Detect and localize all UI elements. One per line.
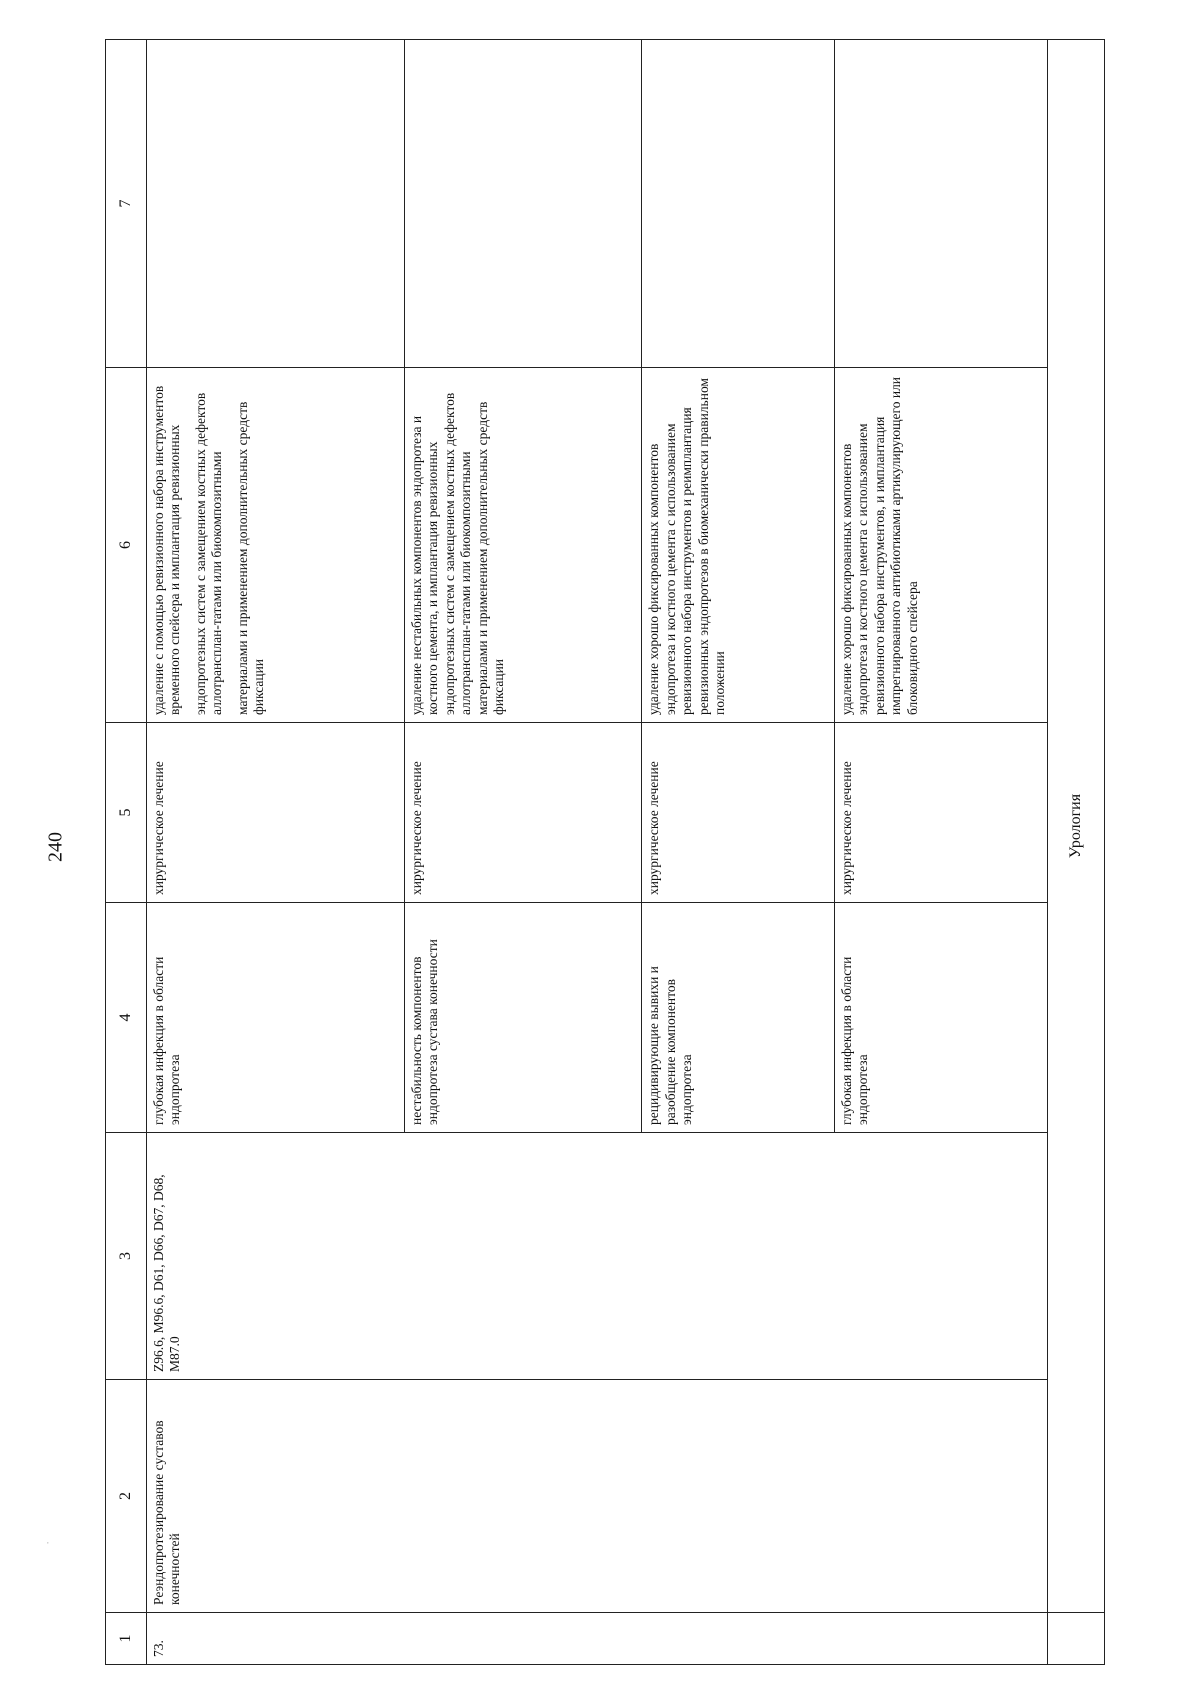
- treatment-type-cell: хирургическое лечение: [834, 723, 1047, 903]
- patient-model-cell: рецидивирующие вывихи и разобщение компонентов эндопротеза: [642, 903, 835, 1133]
- empty-cell: [834, 40, 1047, 368]
- treatment-method-cell: удаление нестабильных компонентов эндопротеза и костного цемента, и имплантация ревизионных эндопротезных систем с замещением костных дефектов аллотрансплан-татами или биокомпозитными материалами и применением дополнительных средств фиксации: [404, 368, 642, 723]
- column-header: 2: [106, 1380, 147, 1613]
- column-header: 6: [106, 368, 147, 723]
- section-title: Урология: [1047, 40, 1104, 1613]
- row-number-cell: 73.: [147, 1613, 1048, 1665]
- section-row: [1047, 40, 1104, 1665]
- treatment-type-cell: хирургическое лечение: [404, 723, 642, 903]
- method-text: эндопротезных систем с замещением костных дефектов аллотрансплан-татами или биокомпозитными: [192, 392, 225, 715]
- column-header: 4: [106, 903, 147, 1133]
- table-row: [147, 40, 405, 1665]
- treatment-type-cell: хирургическое лечение: [642, 723, 835, 903]
- treatment-method-cell: [147, 368, 405, 723]
- treatment-method-cell: удаление хорошо фиксированных компонентов эндопротеза и костного цемента с использованием ревизионного набора инструментов, и имплантация импрегнированного антибиотиками артикулирующего или блоковидного спейсера: [834, 368, 1047, 723]
- treatment-type-cell: хирургическое лечение: [147, 723, 405, 903]
- patient-model-cell: глубокая инфекция в области эндопротеза: [147, 903, 405, 1133]
- column-header: 1: [106, 1613, 147, 1665]
- column-number-row: [106, 40, 147, 1665]
- faint-margin-mark: ·: [40, 1540, 55, 1545]
- column-header: 3: [106, 1133, 147, 1380]
- rotated-table-container: [105, 40, 1105, 1665]
- empty-cell: [642, 40, 835, 368]
- patient-model-cell: глубокая инфекция в области эндопротеза: [834, 903, 1047, 1133]
- procedure-name-cell: Реэндопротезирование суставов конечностей: [147, 1380, 1048, 1613]
- services-table: [105, 39, 1105, 1665]
- empty-cell: [1047, 1613, 1104, 1665]
- empty-cell: [147, 40, 405, 368]
- column-header: 7: [106, 40, 147, 368]
- patient-model-cell: нестабильность компонентов эндопротеза сустава конечности: [404, 903, 642, 1133]
- method-text: удаление с помощью ревизионного набора инструментов временного спейсера и имплантация ревизионных: [151, 385, 183, 715]
- treatment-method-cell: удаление хорошо фиксированных компонентов эндопротеза и костного цемента с использованием ревизионного набора инструментов и реимплантация ревизионных эндопротезов в биомеханически правильном положении: [642, 368, 835, 723]
- diagnosis-codes-cell: Z96.6, M96.6, D61, D66, D67, D68, M87.0: [147, 1133, 1048, 1380]
- empty-cell: [404, 40, 642, 368]
- page-number: 240: [44, 832, 67, 862]
- method-text: материалами и применением дополнительных средств фиксации: [234, 401, 267, 715]
- column-header: 5: [106, 723, 147, 903]
